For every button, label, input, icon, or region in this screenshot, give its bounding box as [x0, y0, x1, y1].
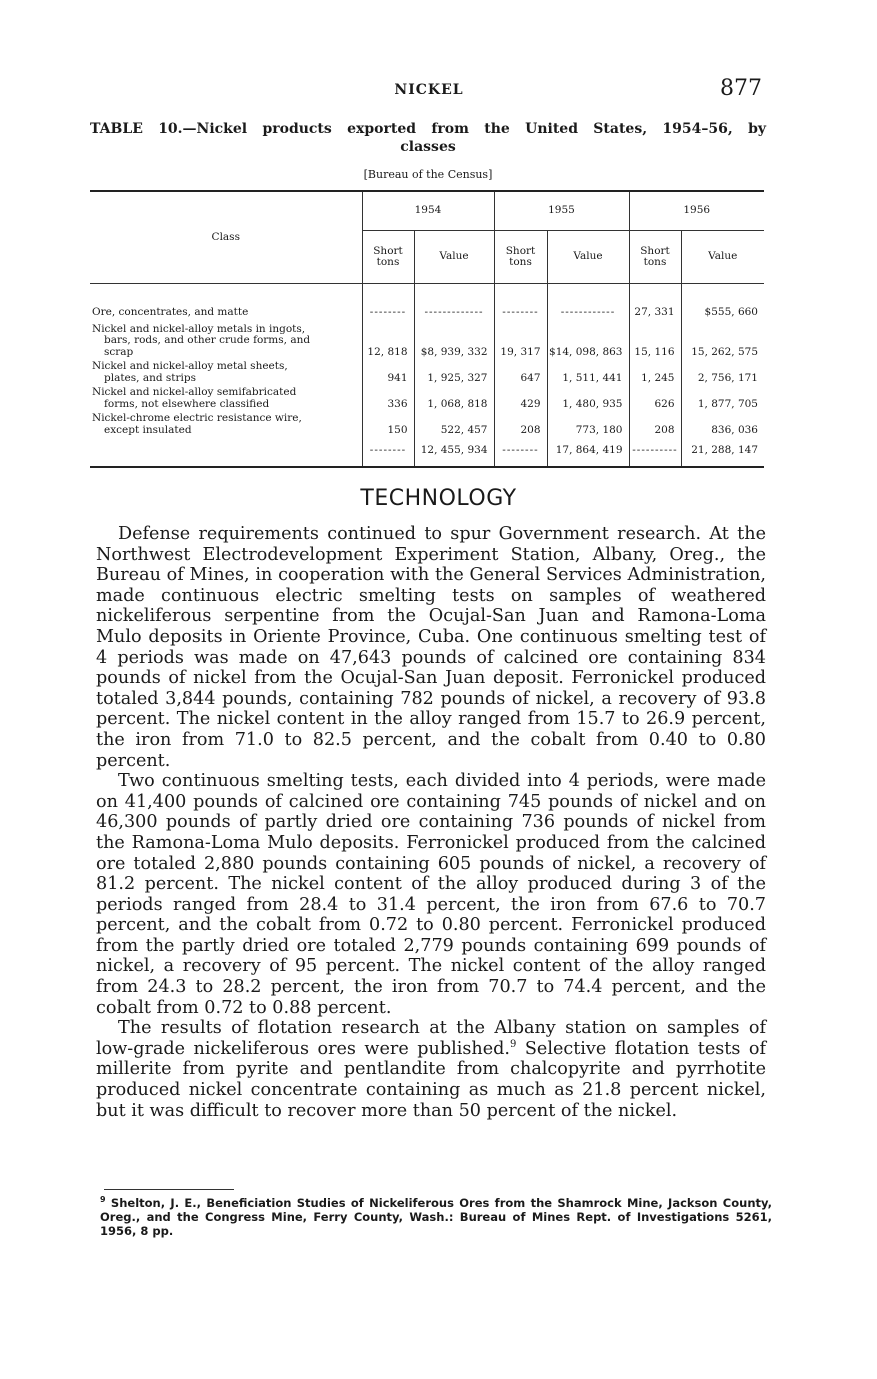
totals-row	[90, 436, 764, 467]
cell: 15, 262, 575	[681, 318, 764, 358]
total-cell: --------	[362, 436, 414, 467]
cell: --------	[494, 284, 547, 319]
table-row	[90, 318, 764, 358]
cell: 429	[494, 384, 547, 410]
cell: 1, 068, 818	[414, 384, 494, 410]
table-title-line-1: TABLE 10.—Nickel products exported from the United States, 1954–56, by	[90, 121, 766, 137]
cell: 626	[629, 384, 681, 410]
cell: 27, 331	[629, 284, 681, 319]
cell: $14, 098, 863	[547, 318, 629, 358]
cell: 522, 457	[414, 410, 494, 436]
paragraph: Defense requirements continued to spur Government research. At the Northwest Electrodevelopment Experiment Station, Albany, Oreg., the Bureau of Mines, in cooperation with the General Services Administration, made continuous electric smelting tests on samples of weathered nickeliferous serpentine from the Ocujal-San Juan and Ramona-Loma Mulo deposits in Oriente Province, Cuba. One continuous smelting test of 4 periods was made on 47,643 pounds of calcined ore containing 834 pounds of nickel from the Ocujal-San Juan deposit. Ferronickel produced totaled 3,844 pounds, containing 782 pounds of nickel, a recovery of 93.8 percent. The nickel content in the alloy ranged from 15.7 to 26.9 percent, the iron from 71.0 to 82.5 percent, and the cobalt from 0.40 to 0.80 percent.	[96, 524, 766, 771]
footnote-marker: 9	[509, 1038, 517, 1050]
short-tons-header: Short tons	[362, 231, 414, 284]
table-row	[90, 358, 764, 384]
table-title-line-2: classes	[400, 139, 456, 155]
page-number: 877	[720, 76, 762, 101]
row-class: Nickel-chrome electric resistance wire, except insulated	[92, 412, 302, 436]
table-source: [Bureau of the Census]	[363, 168, 493, 181]
table-row	[90, 384, 764, 410]
paragraph	[96, 1018, 766, 1121]
total-cell: ----------	[629, 436, 681, 467]
exports-table	[90, 190, 764, 468]
cell: 1, 245	[629, 358, 681, 384]
running-head: NICKEL	[394, 82, 464, 98]
short-tons-header: Short tons	[494, 231, 547, 284]
total-cell: 12, 455, 934	[414, 436, 494, 467]
cell: -------------	[414, 284, 494, 319]
cell: 647	[494, 358, 547, 384]
paragraph: Two continuous smelting tests, each divided into 4 periods, were made on 41,400 pounds of calcined ore containing 745 pounds of nickel and on 46,300 pounds of partly dried ore containing 736 pounds of nickel from the Ramona-Loma Mulo deposits. Ferronickel produced from the calcined ore totaled 2,880 pounds containing 605 pounds of nickel, a recovery of 81.2 percent. The nickel content of the alloy produced during 3 of the periods ranged from 28.4 to 31.4 percent, the iron from 67.6 to 70.7 percent, and the cobalt from 0.72 to 0.80 percent. Ferronickel produced from the partly dried ore totaled 2,779 pounds containing 699 pounds of nickel, a recovery of 95 percent. The nickel content of the alloy ranged from 24.3 to 28.2 percent, the iron from 70.7 to 74.4 percent, and the cobalt from 0.72 to 0.88 percent.	[96, 771, 766, 1018]
cell: 941	[362, 358, 414, 384]
total-cell: 17, 864, 419	[547, 436, 629, 467]
row-class: Nickel and nickel-alloy semifabricated forms, not elsewhere classified	[92, 386, 297, 410]
cell: 150	[362, 410, 414, 436]
cell: 2, 756, 171	[681, 358, 764, 384]
cell: 208	[629, 410, 681, 436]
year-header-1955: 1955	[494, 191, 629, 231]
cell: 1, 480, 935	[547, 384, 629, 410]
cell: 1, 925, 327	[414, 358, 494, 384]
cell: 208	[494, 410, 547, 436]
value-header: Value	[681, 231, 764, 284]
paragraph-text: The results of flotation research at the Albany station on samples of low-grade nickeliferous ores were published.	[96, 1018, 766, 1059]
value-header: Value	[414, 231, 494, 284]
cell: 836, 036	[681, 410, 764, 436]
row-class: Nickel and nickel-alloy metal sheets, plates, and strips	[92, 360, 288, 384]
totals-label	[90, 436, 362, 467]
table-row	[90, 284, 764, 319]
row-class: Nickel and nickel-alloy metals in ingots, bars, rods, and other crude forms, and scrap	[92, 322, 311, 358]
cell: 19, 317	[494, 318, 547, 358]
total-cell: 21, 288, 147	[681, 436, 764, 467]
cell: ------------	[547, 284, 629, 319]
row-class: Ore, concentrates, and matte	[92, 305, 249, 318]
table-row	[90, 410, 764, 436]
total-cell: --------	[494, 436, 547, 467]
cell: 336	[362, 384, 414, 410]
cell: 773, 180	[547, 410, 629, 436]
footnote-text: Shelton, J. E., Beneficiation Studies of Nickeliferous Ores from the Shamrock Mine, Jackson County, Oreg., and the Congress Mine, Ferry County, Wash.: Bureau of Mines Rept. of Investigations 5261, 1956, 8 pp.	[100, 1195, 772, 1238]
footnote	[100, 1193, 772, 1238]
cell: 1, 877, 705	[681, 384, 764, 410]
short-tons-header: Short tons	[629, 231, 681, 284]
cell: $555, 660	[681, 284, 764, 319]
section-heading: TECHNOLOGY	[360, 486, 517, 511]
year-header-1954: 1954	[362, 191, 494, 231]
page-header	[92, 76, 766, 104]
table-title	[90, 120, 766, 156]
footnote-number: 9	[100, 1195, 106, 1204]
cell: 1, 511, 441	[547, 358, 629, 384]
body-text	[96, 524, 766, 1121]
cell: $8, 939, 332	[414, 318, 494, 358]
value-header: Value	[547, 231, 629, 284]
year-header-1956: 1956	[629, 191, 764, 231]
paragraph-text: Selective flotation tests of millerite from pyrite and pentlandite from chalcopyrite and pyrrhotite produced nickel concentrate containing as much as 21.8 percent nickel, but it was difficult to recover more than 50 percent of the nickel.	[96, 1038, 767, 1121]
footnote-rule	[104, 1189, 234, 1190]
cell: --------	[362, 284, 414, 319]
cell: 12, 818	[362, 318, 414, 358]
cell: 15, 116	[629, 318, 681, 358]
class-header: Class	[90, 191, 362, 284]
